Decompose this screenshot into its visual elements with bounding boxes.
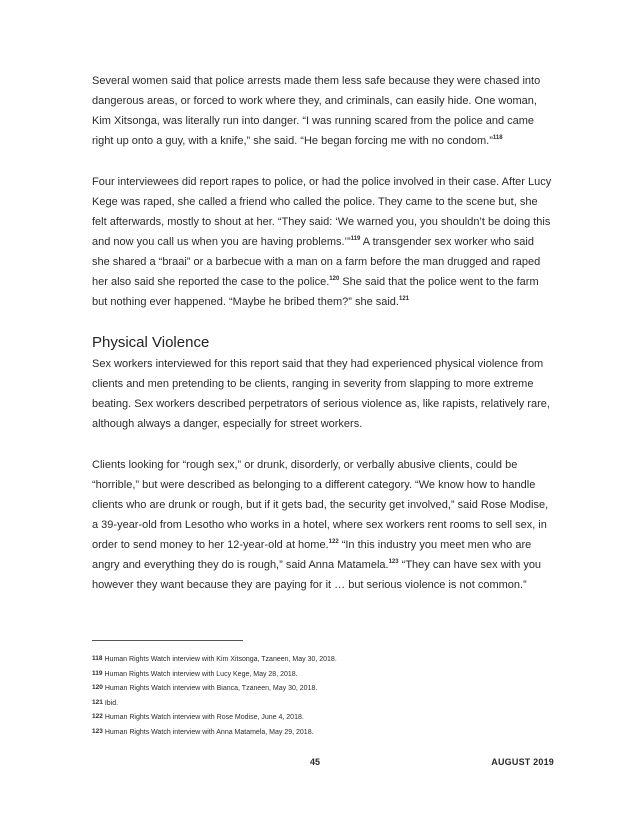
footnote-text: Human Rights Watch interview with Anna Matamela, May 29, 2018. bbox=[104, 728, 314, 736]
footnote-text: Human Rights Watch interview with Lucy Kege, May 28, 2018. bbox=[104, 670, 298, 678]
footnote-reference[interactable]: 121 bbox=[398, 296, 409, 302]
footnote-reference[interactable]: 122 bbox=[328, 539, 339, 545]
footnote-number: 121 bbox=[92, 698, 103, 706]
footnote-number: 119 bbox=[92, 669, 103, 677]
footnote-text: Human Rights Watch interview with Bianca, Tzaneen, May 30, 2018. bbox=[104, 685, 318, 692]
footnote-divider bbox=[92, 640, 243, 641]
paragraph bbox=[92, 455, 552, 595]
paragraph bbox=[92, 172, 552, 312]
footnote-item bbox=[92, 696, 552, 711]
footnotes-list bbox=[92, 652, 552, 739]
paragraph-text: “In this industry you meet men who are angry and everything they do is rough,” said Anna Matamela. bbox=[92, 539, 532, 571]
section-heading: Physical Violence bbox=[92, 334, 210, 351]
footnote-text: Ibid. bbox=[104, 699, 119, 707]
footnote-item bbox=[92, 667, 552, 682]
footnote-text: Human Rights Watch interview with Rose Modise, June 4, 2018. bbox=[104, 714, 304, 721]
footnote-reference[interactable]: 120 bbox=[329, 276, 340, 282]
paragraph-group-rape-reports bbox=[92, 71, 552, 312]
footnote-number: 122 bbox=[92, 713, 103, 720]
paragraph-text: She said that the police went to the farm but nothing ever happened. “Maybe he bribed them?” she said. bbox=[92, 276, 539, 308]
footnote-reference[interactable]: 118 bbox=[492, 135, 503, 141]
footnote-item bbox=[92, 725, 552, 740]
paragraph-text: Several women said that police arrests made them less safe because they were chased into dangerous areas, or forced to work where they, and criminals, can easily hide. One woman, Kim Xitsonga, was literally run into danger. “I was running scared from the police and came right up onto a guy, with a knife,” she said. “He began forcing me with no condom.” bbox=[92, 75, 541, 147]
footnote-number: 120 bbox=[92, 684, 103, 691]
paragraph-text: “They can have sex with you however they want because they are paying for it … but serious violence is not common.” bbox=[92, 559, 542, 591]
paragraph-text: Four interviewees did report rapes to police, or had the police involved in their case. After Lucy Kege was raped, she called a friend who called the police. They came to the scene but, she felt afterwards, mostly to shout at her. “They said: ‘We warned you, you shouldn’t be doing this and now you call us when you are having problems.’” bbox=[92, 176, 552, 248]
paragraph bbox=[92, 354, 552, 434]
paragraph-text: A transgender sex worker who said she shared a “braai” or a barbecue with a man on a farm before the man drugged and raped her also said she reported the case to the police. bbox=[92, 236, 541, 288]
paragraph-text: Clients looking for “rough sex,” or drunk, disorderly, or verbally abusive clients, could be “horrible,” but were described as belonging to a different category. “We know how to handle clients who are drunk or rough, but if it gets bad, the security get involved,” said Rose Modise, a 39-year-old from Lesotho who works in a hotel, where sex workers rent rooms to sell sex, in order to send money to her 12-year-old at home. bbox=[92, 459, 549, 551]
footnote-reference[interactable]: 119 bbox=[350, 236, 361, 242]
paragraph-text: Sex workers interviewed for this report said that they had experienced physical violence from clients and men pretending to be clients, ranging in severity from slapping to more extreme beating. Sex workers described perpetrators of serious violence as, like rapists, relatively rare, although always a danger, especially for street workers. bbox=[92, 358, 550, 430]
footnote-number: 118 bbox=[92, 655, 103, 662]
report-date: AUGUST 2019 bbox=[491, 757, 554, 767]
footnote-item bbox=[92, 652, 552, 667]
paragraph-group-physical-violence bbox=[92, 354, 552, 595]
footnote-item bbox=[92, 710, 552, 725]
body-text bbox=[92, 71, 552, 616]
paragraph bbox=[92, 71, 552, 151]
footnote-item bbox=[92, 681, 552, 696]
footnote-reference[interactable]: 123 bbox=[388, 559, 399, 565]
page-number: 45 bbox=[310, 757, 321, 767]
footnote-text: Human Rights Watch interview with Kim Xitsonga, Tzaneen, May 30, 2018. bbox=[104, 656, 337, 663]
footnote-number: 123 bbox=[92, 727, 103, 735]
